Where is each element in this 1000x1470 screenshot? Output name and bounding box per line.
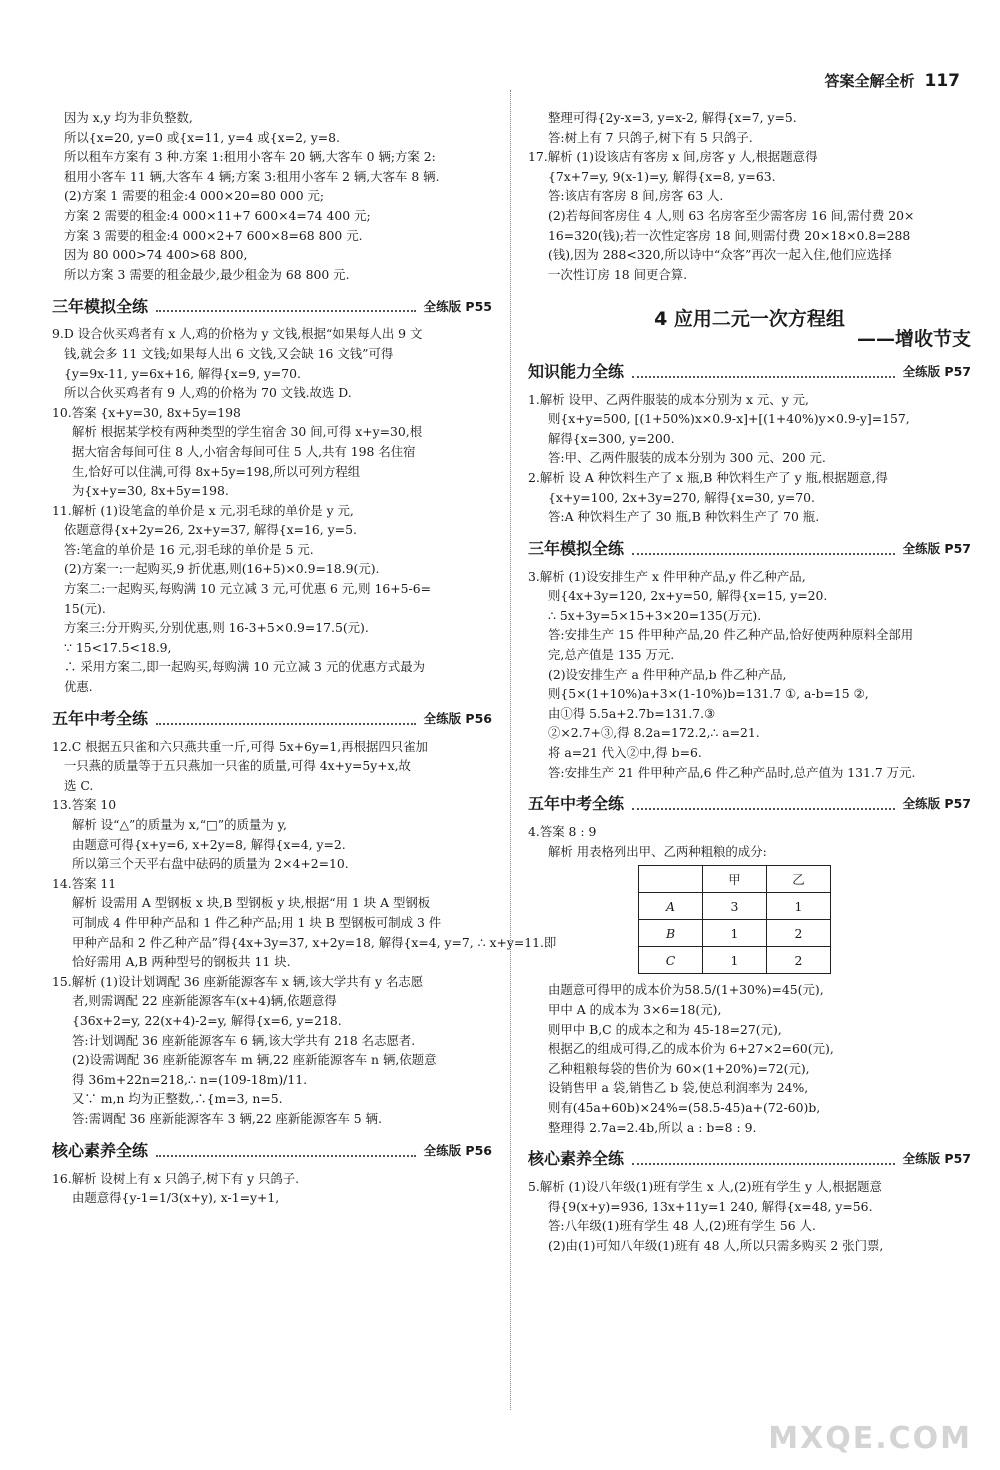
- question-16: [52, 1169, 492, 1208]
- text-line: 14.答案 11: [52, 875, 117, 891]
- text-line: 答:计划调配 36 座新能源客车 6 辆,该大学共有 218 名志愿者.: [72, 1032, 416, 1048]
- text-line: 钱,就会多 11 文钱;如果每人出 6 文钱,又会缺 16 文钱”可得: [64, 345, 394, 361]
- text-line: (2)设需调配 36 座新能源客车 m 辆,22 座新能源客车 n 辆,依题意: [72, 1052, 437, 1068]
- section-header: [52, 1139, 492, 1163]
- text-line: 4.答案 8 : 9: [528, 824, 597, 840]
- text-line: (2)设安排生产 a 件甲种产品,b 件乙种产品,: [548, 666, 787, 682]
- text-line: 整理可得{2y-x=3, y=x-2, 解得{x=7, y=5.: [548, 110, 797, 125]
- text-line: 选 C.: [64, 777, 94, 793]
- section-ref: 全练版 P56: [423, 710, 492, 726]
- text-line: 答:安排生产 15 件甲种产品,20 件乙种产品,恰好使两种原料全部用: [548, 627, 914, 643]
- question-12: [52, 737, 492, 796]
- text-line: 解析 设需用 A 型钢板 x 块,B 型钢板 y 块,根据“用 1 块 A 型钢板: [72, 895, 431, 911]
- text-line: {y=9x-11, y=6x+16, 解得{x=9, y=70.: [64, 365, 301, 381]
- text-line: 15(元).: [64, 600, 106, 616]
- text-line: 为{x+y=30, 8x+5y=198.: [72, 483, 229, 499]
- text-line: 1.解析 设甲、乙两件服装的成本分别为 x 元、y 元,: [528, 391, 809, 407]
- table-row: [639, 893, 831, 920]
- text-line: 则{4x+3y=120, 2x+y=50, 解得{x=15, y=20.: [548, 588, 828, 604]
- text-line: 由题意得{y-1=1/3(x+y), x-1=y+1,: [72, 1190, 280, 1206]
- question-15: [52, 972, 492, 1129]
- dotted-rule: [632, 543, 895, 555]
- question-3: [528, 567, 971, 783]
- text-line: 将 a=21 代入②中,得 b=6.: [548, 745, 702, 761]
- question-4: [528, 822, 971, 1137]
- text-line: ∵ 15<17.5<18.9,: [64, 639, 172, 655]
- text-line: 所以方案 3 需要的租金最少,最少租金为 68 800 元.: [64, 266, 350, 282]
- text-line: 17.解析 (1)设该店有客房 x 间,房客 y 人,根据题意得: [528, 149, 818, 165]
- text-line: {36x+2=y, 22(x+4)-2=y, 解得{x=6, y=218.: [72, 1012, 342, 1028]
- section-ref: 全练版 P57: [902, 540, 971, 556]
- text-line: (2)方案 1 需要的租金:4 000×20=80 000 元;: [64, 188, 325, 204]
- section-ref: 全练版 P57: [902, 1151, 971, 1167]
- text-line: 方案三:分开购买,分别优惠,则 16-3+5×0.9=17.5(元).: [64, 620, 369, 636]
- left-column: [52, 108, 557, 1208]
- text-line: 15.解析 (1)设计划调配 36 座新能源客车 x 辆,该大学共有 y 名志愿: [52, 973, 424, 989]
- section-header: [528, 360, 971, 384]
- table-cell: 1: [703, 947, 767, 974]
- text-line: 依题意得{x+2y=26, 2x+y=37, 解得{x=16, y=5.: [64, 522, 357, 538]
- text-line: 答:树上有 7 只鸽子,树下有 5 只鸽子.: [548, 129, 753, 145]
- text-line: 则有(45a+60b)×24%=(58.5-45)a+(72-60)b,: [548, 1099, 821, 1115]
- text-line: 据大宿舍每间可住 8 人,小宿舍每间可住 5 人,共有 198 名住宿: [72, 443, 416, 459]
- text-line: 3.解析 (1)设安排生产 x 件甲种产品,y 件乙种产品,: [528, 568, 806, 584]
- table-cell: 3: [703, 893, 767, 920]
- text-line: 生,恰好可以住满,可得 8x+5y=198,所以可列方程组: [72, 463, 361, 479]
- text-line: 答:甲、乙两件服装的成本分别为 300 元、200 元.: [548, 450, 826, 466]
- text-line: 5.解析 (1)设八年级(1)班有学生 x 人,(2)班有学生 y 人,根据题意: [528, 1179, 882, 1195]
- chapter-subtitle: ——增收节支: [856, 327, 971, 350]
- text-line: 答:A 种饮料生产了 30 瓶,B 种饮料生产了 70 瓶.: [548, 509, 820, 525]
- text-line: (钱),因为 288<320,所以诗中“众客”再次一起入住,他们应选择: [548, 247, 892, 263]
- text-line: {7x+7=y, 9(x-1)=y, 解得{x=8, y=63.: [548, 168, 776, 184]
- text-line: 答:笔盒的单价是 16 元,羽毛球的单价是 5 元.: [64, 541, 314, 557]
- text-line: 答:该店有客房 8 间,房客 63 人.: [548, 188, 724, 204]
- table-header-cell: 乙: [767, 866, 831, 893]
- text-line: 解析 根据某学校有两种类型的学生宿舍 30 间,可得 x+y=30,根: [72, 424, 423, 440]
- text-line: 答:需调配 36 座新能源客车 3 辆,22 座新能源客车 5 辆.: [72, 1110, 382, 1126]
- watermark-logo: MXQE.COM: [768, 1421, 972, 1456]
- section-title: 核心素养全练: [52, 1140, 149, 1160]
- text-line: 因为 x,y 均为非负整数,: [64, 110, 193, 125]
- text-line: 因为 80 000>74 400>68 800,: [64, 247, 248, 263]
- question-11: [52, 501, 492, 697]
- text-line: 9.D 设合伙买鸡者有 x 人,鸡的价格为 y 文钱,根据“如果每人出 9 文: [52, 326, 423, 342]
- question-14: [52, 874, 557, 972]
- text-line: 13.答案 10: [52, 797, 117, 813]
- text-line: 乙种粗粮每袋的售价为 60×(1+20%)=72(元),: [548, 1060, 810, 1076]
- text-line: 方案 3 需要的租金:4 000×2+7 600×8=68 800 元.: [64, 227, 363, 243]
- table-cell: C: [639, 947, 703, 974]
- text-line: 方案二:一起购买,每购满 10 元立减 3 元,可优惠 6 元,则 16+5-6=: [64, 581, 431, 597]
- table-cell: A: [639, 893, 703, 920]
- text-line: 设销售甲 a 袋,销售乙 b 袋,使总利润率为 24%,: [548, 1080, 809, 1096]
- section-header: [528, 1147, 971, 1171]
- text-line: 由题意可得甲的成本价为58.5/(1+30%)=45(元),: [548, 982, 824, 998]
- dotted-rule: [632, 366, 895, 378]
- chapter-title: 4 应用二元一次方程组: [654, 308, 845, 331]
- text-line: 11.解析 (1)设笔盒的单价是 x 元,羽毛球的单价是 y 元,: [52, 502, 354, 518]
- section-title: 五年中考全练: [52, 708, 149, 728]
- text-line: 所以合伙买鸡者有 9 人,鸡的价格为 70 文钱.故选 D.: [64, 385, 352, 401]
- text-line: 一次性订房 18 间更合算.: [548, 266, 688, 282]
- section-header: [52, 294, 492, 318]
- page-number: 117: [924, 71, 960, 91]
- question-2: [528, 468, 971, 527]
- question-17: [528, 147, 971, 284]
- text-line: 优惠.: [64, 679, 93, 695]
- section-title: 三年模拟全练: [52, 296, 149, 316]
- section-title: 三年模拟全练: [528, 538, 625, 558]
- text-line: 恰好需用 A,B 两种型号的钢板共 11 块.: [72, 954, 291, 970]
- text-line: 答:八年级(1)班有学生 48 人,(2)班有学生 56 人.: [548, 1218, 816, 1234]
- text-line: 12.C 根据五只雀和六只燕共重一斤,可得 5x+6y=1,再根据四只雀加: [52, 738, 428, 754]
- dotted-rule: [632, 1153, 895, 1165]
- text-line: 可制成 4 件甲种产品和 1 件乙种产品;用 1 块 B 型钢板可制成 3 件: [72, 914, 442, 930]
- text-line: 所以租车方案有 3 种.方案 1:租用小客车 20 辆,大客车 0 辆;方案 2:: [64, 149, 436, 165]
- text-line: 一只燕的质量等于五只燕加一只雀的质量,可得 4x+y=5y+x,故: [64, 758, 411, 774]
- text-line: (2)由(1)可知八年级(1)班有 48 人,所以只需多购买 2 张门票,: [548, 1237, 884, 1253]
- table-cell: 1: [703, 920, 767, 947]
- text-line: 解析 设“△”的质量为 x,“□”的质量为 y,: [72, 817, 287, 832]
- question-13: [52, 795, 492, 873]
- table-cell: B: [639, 920, 703, 947]
- section-ref: 全练版 P55: [423, 298, 492, 314]
- text-line: 租用小客车 11 辆,大客车 4 辆;方案 3:租用小客车 2 辆,大客车 8 辆.: [64, 168, 440, 184]
- question-1: [528, 390, 971, 468]
- text-line: 解得{x=300, y=200.: [548, 430, 675, 446]
- right-column: [528, 108, 971, 1256]
- text-line: 16.解析 设树上有 x 只鸽子,树下有 y 只鸽子.: [52, 1170, 300, 1186]
- section-title: 五年中考全练: [528, 794, 625, 814]
- section-ref: 全练版 P57: [902, 363, 971, 379]
- text-line: 完,总产值是 135 万元.: [548, 647, 675, 663]
- text-line: 方案 2 需要的租金:4 000×11+7 600×4=74 400 元;: [64, 207, 371, 223]
- text-line: 由①得 5.5a+2.7b=131.7.③: [548, 705, 716, 721]
- section-header: [528, 792, 971, 816]
- grain-table: [638, 865, 831, 974]
- question-9: [52, 324, 492, 402]
- text-line: 答:安排生产 21 件甲种产品,6 件乙种产品时,总产值为 131.7 万元.: [548, 764, 916, 780]
- text-line: 所以第三个天平右盘中砝码的质量为 2×4+2=10.: [72, 856, 349, 872]
- dotted-rule: [156, 300, 416, 312]
- section-header: [528, 537, 971, 561]
- question-10: [52, 403, 492, 501]
- text-line: 甲种产品和 2 件乙种产品”得{4x+3y=37, x+2y=18, 解得{x=4, y=7, ∴ x+y=11.即: [72, 934, 557, 950]
- dotted-rule: [156, 1145, 416, 1157]
- table-header-cell: 甲: [703, 866, 767, 893]
- dotted-rule: [632, 798, 895, 810]
- text-line: {x+y=100, 2x+3y=270, 解得{x=30, y=70.: [548, 489, 815, 505]
- text-line: 则{x+y=500, [(1+50%)x×0.9-x]+[(1+40%)y×0.9-y]=157,: [548, 411, 910, 427]
- text-line: 所以{x=20, y=0 或{x=11, y=4 或{x=2, y=8.: [64, 129, 340, 145]
- section-title: 知识能力全练: [528, 361, 625, 381]
- table-cell: 2: [767, 920, 831, 947]
- text-line: 得{9(x+y)=936, 13x+11y=1 240, 解得{x=48, y=56.: [548, 1198, 873, 1214]
- text-line: 16=320(钱);若一次性定客房 18 间,则需付费 20×18×0.8=288: [548, 227, 911, 243]
- text-line: (2)方案一:一起购买,9 折优惠,则(16+5)×0.9=18.9(元).: [64, 561, 380, 577]
- table-cell: 2: [767, 947, 831, 974]
- text-line: 又∵ m,n 均为正整数,∴{m=3, n=5.: [72, 1091, 283, 1107]
- table-header-cell: [639, 866, 703, 893]
- column-divider: [510, 90, 511, 1410]
- table-row: [639, 947, 831, 974]
- text-line: 由题意可得{x+y=6, x+2y=8, 解得{x=4, y=2.: [72, 836, 346, 852]
- page-header: [824, 70, 960, 91]
- text-line: 则{5×(1+10%)a+3×(1-10%)b=131.7 ①, a-b=15 ②,: [548, 686, 869, 702]
- section-ref: 全练版 P56: [423, 1142, 492, 1158]
- text-line: 甲中 A 的成本为 3×6=18(元),: [548, 1002, 722, 1017]
- table-cell: 1: [767, 893, 831, 920]
- section-title: 核心素养全练: [528, 1149, 625, 1169]
- text-line: 根据乙的组成可得,乙的成本价为 6+27×2=60(元),: [548, 1041, 834, 1057]
- text-line: 者,则需调配 22 座新能源客车(x+4)辆,依题意得: [72, 993, 337, 1009]
- text-line: 则甲中 B,C 的成本之和为 45-18=27(元),: [548, 1021, 782, 1037]
- text-line: ∴ 采用方案二,即一起购买,每购满 10 元立减 3 元的优惠方式最为: [64, 659, 425, 675]
- table-header-row: [639, 866, 831, 893]
- text-line: 解析 用表格列出甲、乙两种粗粮的成分:: [548, 843, 767, 859]
- text-line: 10.答案 {x+y=30, 8x+5y=198: [52, 404, 241, 420]
- intro-block: [52, 108, 492, 284]
- question-16-continued: [528, 108, 971, 147]
- text-line: 整理得 2.7a=2.4b,所以 a : b=8 : 9.: [548, 1119, 757, 1135]
- section-ref: 全练版 P57: [902, 796, 971, 812]
- text-line: ②×2.7+③,得 8.2a=172.2,∴ a=21.: [548, 725, 760, 741]
- text-line: 得 36m+22n=218,∴ n=(109-18m)/11.: [72, 1071, 308, 1087]
- text-line: 2.解析 设 A 种饮料生产了 x 瓶,B 种饮料生产了 y 瓶,根据题意,得: [528, 469, 888, 485]
- header-title: 答案全解全析: [824, 72, 915, 90]
- text-line: (2)若每间客房住 4 人,则 63 名房客至少需客房 16 间,需付费 20×: [548, 207, 915, 223]
- table-row: [639, 920, 831, 947]
- question-5: [528, 1177, 971, 1255]
- text-line: ∴ 5x+3y=5×15+3×20=135(万元).: [548, 607, 762, 623]
- dotted-rule: [156, 713, 416, 725]
- section-header: [52, 707, 492, 731]
